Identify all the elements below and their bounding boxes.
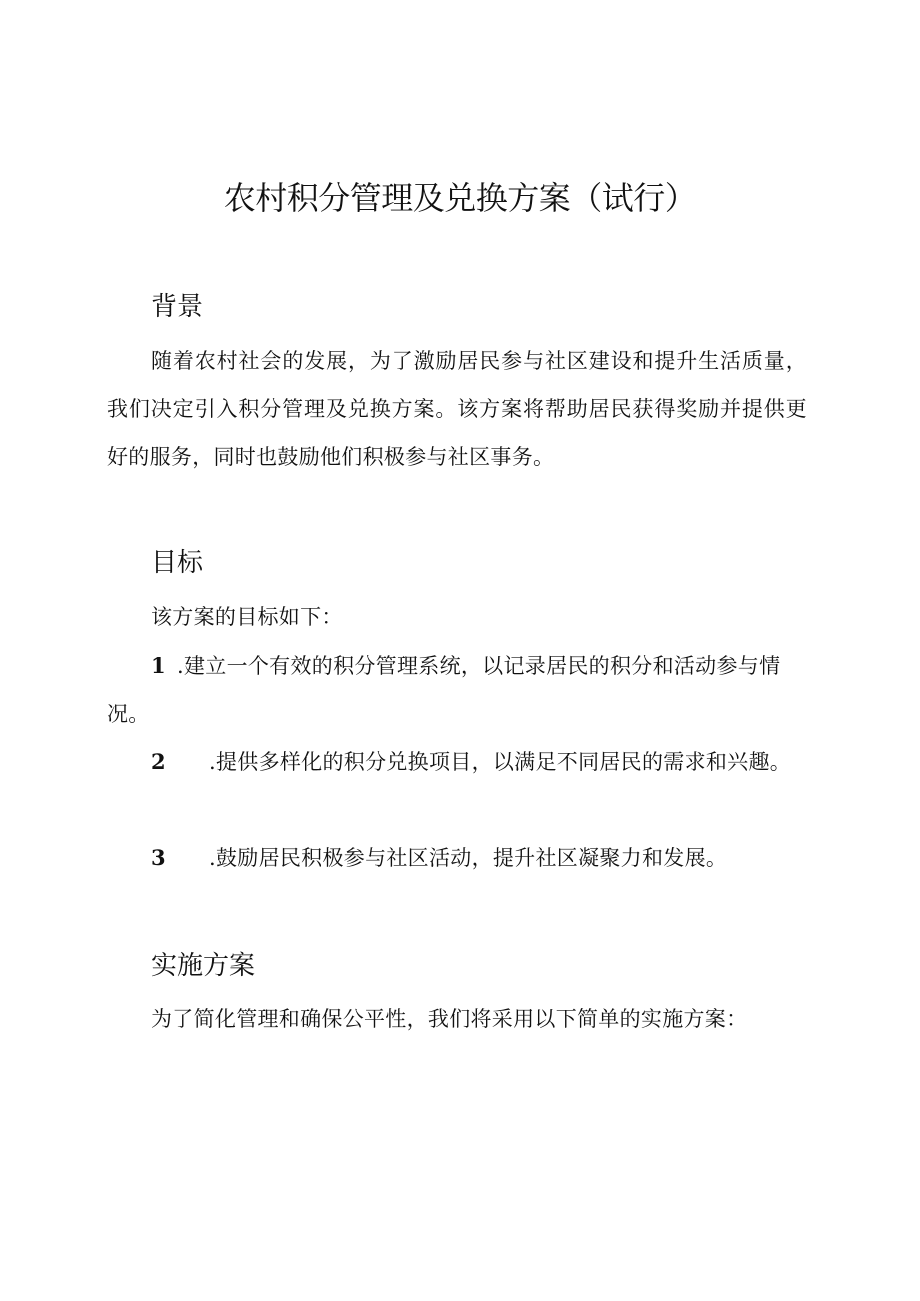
- goal-item-3: [107, 834, 807, 882]
- goal-item-number: 1: [151, 653, 166, 678]
- section-heading-implementation: 实施方案: [151, 951, 256, 981]
- goal-item-number: 2: [151, 749, 166, 774]
- goals-intro: 该方案的目标如下：: [151, 605, 343, 629]
- goal-item-2: [107, 738, 807, 786]
- document-title: 农村积分管理及兑换方案（试行）: [223, 179, 697, 217]
- section-heading-background: 背景: [151, 292, 204, 322]
- goal-item-text: .鼓励居民积极参与社区活动，提升社区凝聚力和发展。: [209, 846, 728, 870]
- implementation-intro: 为了简化管理和确保公平性，我们将采用以下简单的实施方案：: [151, 1007, 748, 1031]
- goal-item-1: [107, 642, 807, 738]
- goal-item-text: .建立一个有效的积分管理系统，以记录居民的积分和活动参与情况。: [107, 654, 781, 726]
- goal-item-text: .提供多样化的积分兑换项目，以满足不同居民的需求和兴趣。: [209, 750, 792, 774]
- section-heading-goals: 目标: [151, 548, 204, 578]
- background-paragraph: 随着农村社会的发展，为了激励居民参与社区建设和提升生活质量，我们决定引入积分管理及兑换方案。该方案将帮助居民获得奖励并提供更好的服务，同时也鼓励他们积极参与社区事务。: [107, 349, 807, 469]
- goal-item-number: 3: [151, 845, 166, 870]
